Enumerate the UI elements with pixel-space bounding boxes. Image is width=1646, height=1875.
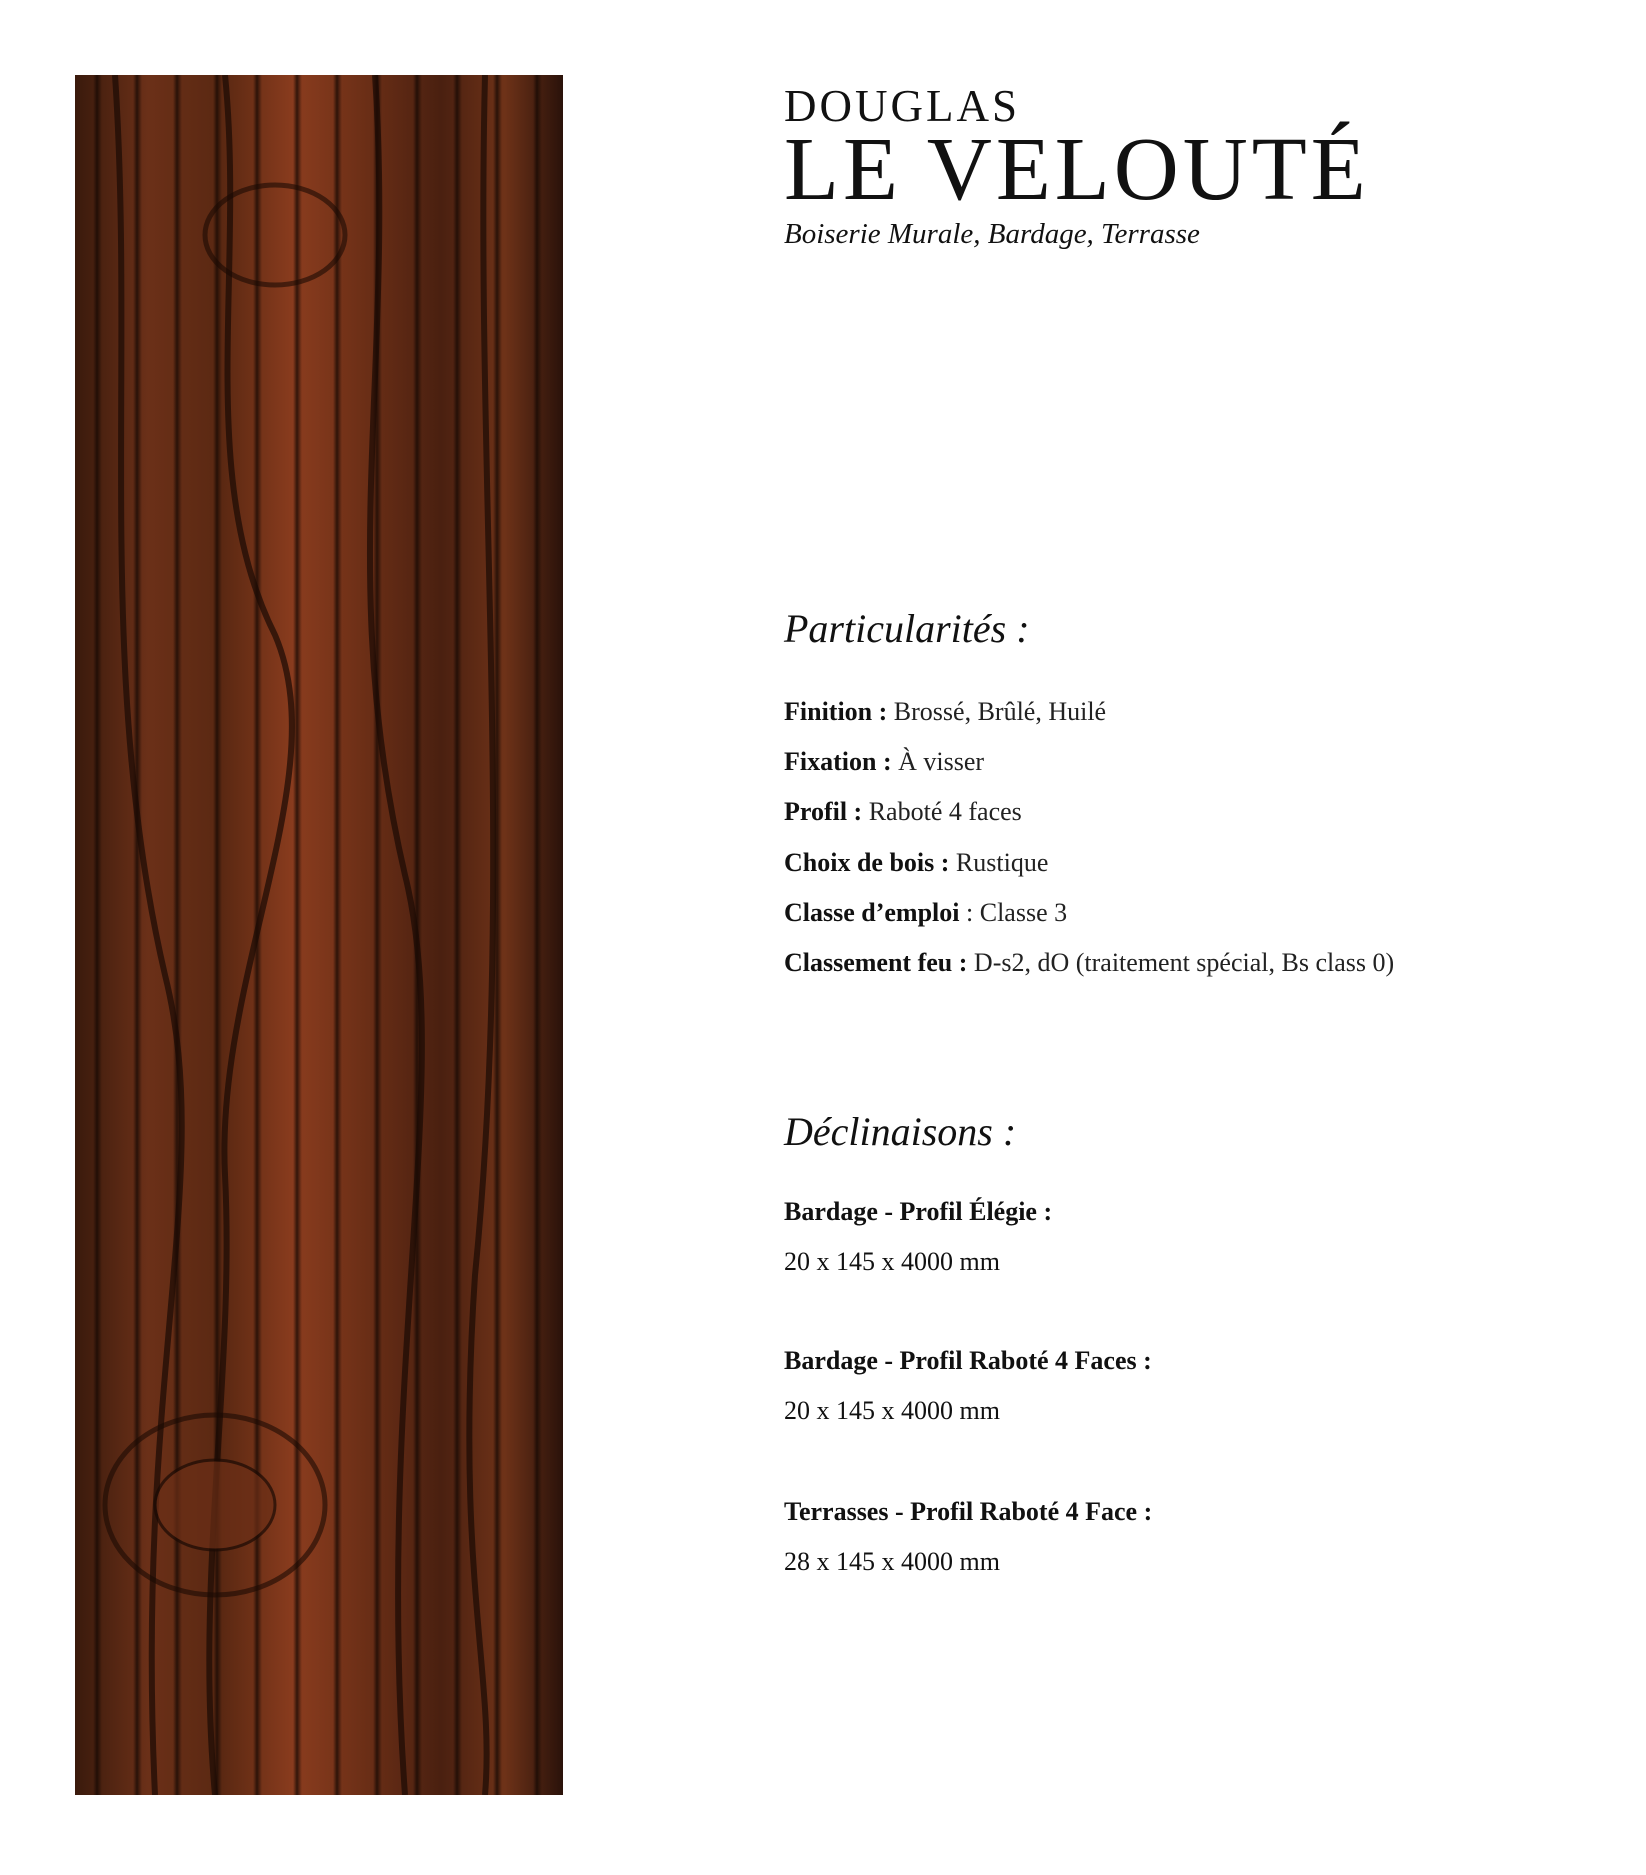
variant-dimensions: 20 x 145 x 4000 mm <box>784 1396 1000 1425</box>
spec-label: Classement feu : <box>784 948 968 977</box>
variant-label <box>784 1497 1152 1527</box>
spec-row <box>784 747 984 777</box>
declinaisons-heading: Déclinaisons : <box>784 1109 1017 1154</box>
variant-name: Bardage - Profil Raboté 4 Faces : <box>784 1346 1152 1375</box>
spec-value: : Classe 3 <box>966 898 1068 927</box>
spec-value: À visser <box>898 747 985 776</box>
product-title: LE VELOUTÉ <box>784 120 1370 219</box>
spec-row <box>784 697 1106 727</box>
spec-label: Fixation : <box>784 747 892 776</box>
particularites-heading: Particularités : <box>784 606 1030 651</box>
wood-texture-image <box>75 75 563 1795</box>
spec-label: Choix de bois : <box>784 848 950 877</box>
spec-row <box>784 898 1067 928</box>
spec-label: Profil : <box>784 797 863 826</box>
spec-row <box>784 948 1394 978</box>
variant-label <box>784 1346 1152 1376</box>
product-overtitle: DOUGLAS <box>784 81 1021 131</box>
product-subtitle: Boiserie Murale, Bardage, Terrasse <box>784 218 1200 250</box>
spec-label: Finition : <box>784 697 888 726</box>
spec-value: Raboté 4 faces <box>868 797 1022 826</box>
variant-name: Bardage - Profil Élégie : <box>784 1197 1053 1226</box>
variant-name: Terrasses - Profil Raboté 4 Face : <box>784 1497 1153 1526</box>
spec-row <box>784 848 1048 878</box>
spec-value: Brossé, Brûlé, Huilé <box>893 697 1107 726</box>
variant-dimensions: 28 x 145 x 4000 mm <box>784 1547 1000 1576</box>
variant-label <box>784 1197 1052 1227</box>
spec-value: Rustique <box>955 848 1049 877</box>
spec-row <box>784 797 1022 827</box>
spec-label: Classe d’emploi <box>784 898 960 927</box>
variant-dimensions: 20 x 145 x 4000 mm <box>784 1247 1000 1276</box>
spec-value: D-s2, dO (traitement spécial, Bs class 0) <box>973 948 1395 977</box>
